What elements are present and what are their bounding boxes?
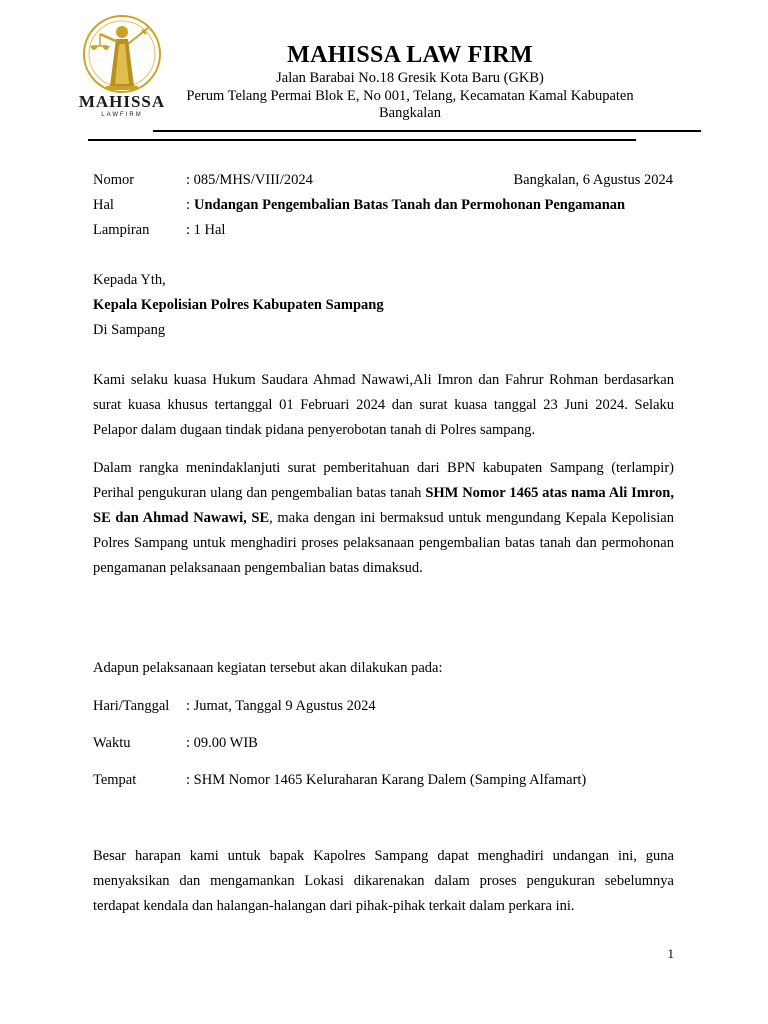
paragraph-4: Besar harapan kami untuk bapak Kapolres Sampang dapat menghadiri undangan ini, guna menyaksikan dan mengamankan Lokasi dikarenakan dalam proses pengukuran sebelumnya terdapat kendala dan halangan-halangan dari pihak-pihak terkait dalam perkara ini.: [93, 848, 674, 914]
recipient-greeting: Kepada Yth,: [93, 272, 166, 288]
paragraph-2-end: , maka dengan ini bermaksud untuk mengundang Kepala Kepolisian Polres Sampang untuk menghadiri proses pelaksanaan pengembalian batas tanah dan permohonan pengamanan pelaksanaan pengembalian batas dimaksud.: [93, 510, 674, 576]
schedule-label: Waktu: [93, 735, 131, 751]
schedule-value: : 09.00 WIB: [186, 735, 258, 751]
page-number: 1: [667, 946, 674, 961]
paragraph-3: Adapun pelaksanaan kegiatan tersebut akan dilakukan pada:: [93, 660, 443, 676]
recipient-block: [93, 268, 384, 343]
letter-date: Bangkalan, 6 Agustus 2024: [513, 172, 673, 188]
address-line-3: Bangkalan: [378, 105, 441, 121]
hal-value: Undangan Pengembalian Batas Tanah dan Permohonan Pengamanan: [194, 197, 626, 213]
lampiran-value: : 1 Hal: [186, 222, 226, 238]
schedule-label: Tempat: [93, 772, 137, 788]
schedule-value: : SHM Nomor 1465 Keluraharan Karang Dalem (Samping Alfamart): [186, 772, 587, 788]
nomor-label: Nomor: [93, 172, 135, 188]
header-divider-thick: [153, 130, 701, 132]
recipient-location: Di Sampang: [93, 322, 166, 338]
nomor-value: : 085/MHS/VIII/2024: [186, 172, 313, 188]
paragraph-2-bold: SHM Nomor 1465 atas nama Ali Imron, SE dan Ahmad Nawawi, SE: [93, 485, 674, 526]
recipient-name: Kepala Kepolisian Polres Kabupaten Sampang: [93, 297, 384, 313]
address-line-2: Perum Telang Permai Blok E, No 001, Telang, Kecamatan Kamal Kabupaten: [186, 88, 634, 104]
lampiran-label: Lampiran: [93, 222, 150, 238]
paragraph-2-start: Dalam rangka menindaklanjuti surat pemberitahuan dari BPN kabupaten Sampang (terlampir) Perihal pengukuran ulang dan pengembalian batas tanah: [93, 460, 674, 501]
header-divider-thin: [88, 139, 636, 141]
schedule-label: Hari/Tanggal: [93, 698, 170, 714]
letter-meta: [93, 168, 673, 243]
logo-name: MAHISSA: [78, 92, 166, 111]
schedule-value: : Jumat, Tanggal 9 Agustus 2024: [186, 698, 376, 714]
lampiran-row: [93, 218, 673, 243]
hal-row: [93, 193, 673, 218]
hal-colon: :: [186, 197, 191, 213]
nomor-row: [93, 168, 673, 193]
logo-subtitle: LAWFIRM: [101, 112, 143, 118]
paragraph-2: [93, 456, 674, 581]
schedule-row-time: [93, 731, 673, 756]
firm-name: MAHISSA LAW FIRM: [287, 42, 533, 68]
paragraph-1: Kami selaku kuasa Hukum Saudara Ahmad Nawawi,Ali Imron dan Fahrur Rohman berdasarkan surat kuasa khusus tertanggal 01 Februari 2024 dan surat kuasa tanggal 23 Juni 2024. Selaku Pelapor dalam dugaan tindak pidana penyerobotan tanah di Polres sampang.: [93, 372, 674, 438]
schedule-row-place: [93, 768, 673, 793]
schedule-row-date: [93, 694, 673, 719]
hal-label: Hal: [93, 197, 114, 213]
address-line-1: Jalan Barabai No.18 Gresik Kota Baru (GKB): [276, 70, 544, 86]
